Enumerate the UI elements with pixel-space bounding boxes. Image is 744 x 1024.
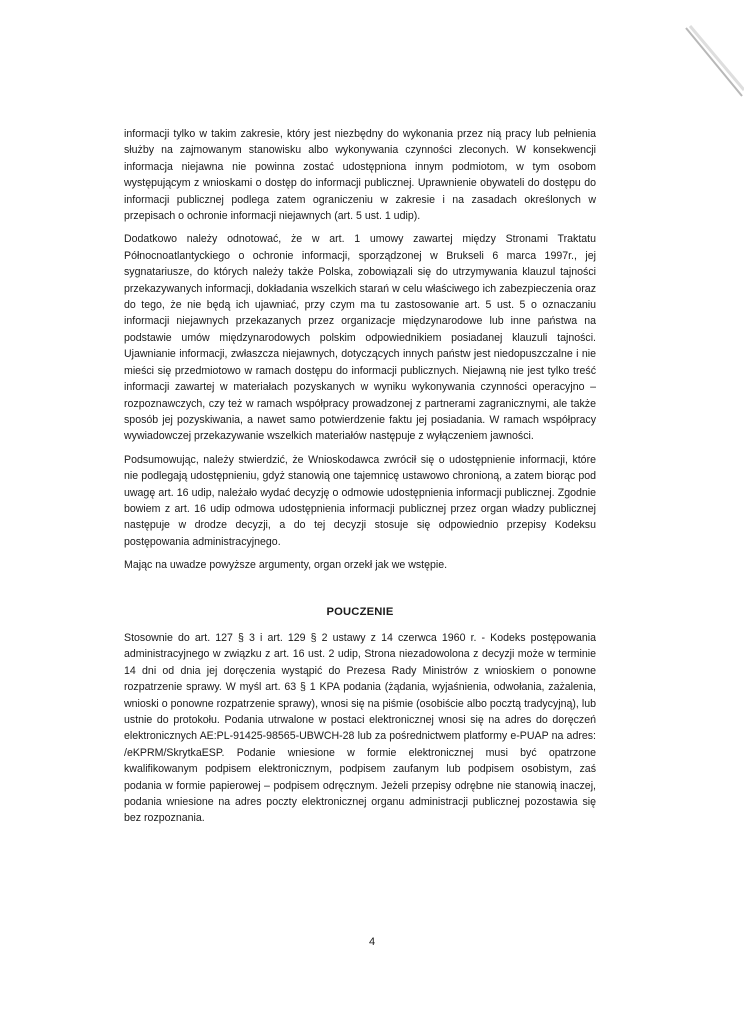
paragraph-instruction: Stosownie do art. 127 § 3 i art. 129 § 2 ustawy z 14 czerwca 1960 r. - Kodeks postępowania administracyjnego w związku z art. 16 ust. 2 udip, Strona niezadowolona z decyzji może w terminie 14 dni od dnia jej doręczenia wystąpić do Prezesa Rady Ministrów z wnioskiem o ponowne rozpatrzenie sprawy. W myśl art. 63 § 1 KPA podania (żądania, wyjaśnienia, odwołania, zażalenia, wnioski o ponowne rozpatrzenie sprawy), wnosi się na piśmie (osobiście albo pocztą tradycyjną), lub ustnie do protokołu. Podania utrwalone w postaci elektronicznej wnosi się na adres do doręczeń elektronicznych AE:PL-91425-98565-UBWCH-28 lub za pośrednictwem platformy e-PUAP na adres: /eKPRM/SkrytkaESP. Podanie wniesione w formie elektronicznej musi być opatrzone kwalifikowanym podpisem elektronicznym, podpisem zaufanym lub podpisem osobistym, zaś podania w formie papierowej – podpisem odręcznym. Jeżeli przepisy odrębne nie stanowią inaczej, podania wniesione na adres poczty elektronicznej organu administracji publicznej pozostawia się bez rozpoznania.	[124, 631, 596, 825]
document-body	[124, 126, 596, 834]
section-heading: POUCZENIE	[326, 605, 394, 618]
page-number: 4	[368, 936, 376, 948]
paragraph-conclusion: Mając na uwadze powyższe argumenty, organ orzekł jak we wstępie.	[124, 559, 448, 572]
paragraph-classified-info-scope: informacji tylko w takim zakresie, który jest niezbędny do wykonania przez nią pracy lub pełnienia służby na zajmowanym stanowisku albo wykonywania czynności zleconych. W konsekwencji informacja niejawna nie powinna zostać udostępniona innym podmiotom, w tym osobom występującym z wnioskami o dostęp do informacji publicznej. Uprawnienie obywateli do dostępu do informacji publicznej podlega zatem ograniczeniu w zakresie i na zasadach określonych w przepisach o ochronie informacji niejawnych (art. 5 ust. 1 udip).	[124, 128, 596, 223]
paragraph-nato-agreement: Dodatkowo należy odnotować, że w art. 1 umowy zawartej między Stronami Traktatu Północnoatlantyckiego o ochronie informacji, sporządzonej w Brukseli 6 marca 1997r., jej sygnatariusze, do których należy także Polska, zobowiązali się do utrzymywania klauzul tajności przekazywanych informacji, dokładania wszelkich starań w celu właściwego ich zabezpieczenia oraz do tego, że nie będą ich ujawniać, przy czym ma tu zastosowanie art. 5 ust. 5 o oznaczaniu informacji niejawnych przekazanych przez organizacje międzynarodowe lub inne państwa na podstawie umów międzynarodowych polskim odpowiednikiem posiadanej klauzuli tajności. Ujawnianie informacji, zwłaszcza niejawnych, dotyczących innych państw jest niedopuszczalne i nie mieści się przedmiotowo w ramach dostępu do informacji publicznych. Niejawną nie jest tylko treść informacji zawartej w materiałach pozyskanych w wyniku wykonywania czynności operacyjno – rozpoznawczych, czy też w ramach współpracy prowadzonej z partnerami zagranicznymi, ale także sposób jej pozyskiwania, a nawet samo potwierdzenie faktu jej posiadania. W ramach współpracy wywiadowczej przekazywanie wszelkich materiałów następuje z wyłączeniem jawności.	[124, 233, 596, 443]
paragraph-summary: Podsumowując, należy stwierdzić, że Wnioskodawca zwrócił się o udostępnienie informacji, które nie podlegają udostępnieniu, gdyż stanowią one tajemnicę ustawowo chronioną, a zatem biorąc pod uwagę art. 16 udip, należało wydać decyzję o odmowie udostępnienia informacji publicznej. Zgodnie bowiem z art. 16 udip odmowa udostępnienia informacji publicznej przez organ władzy publicznej następuje w drodze decyzji, a do tej decyzji stosuje się odpowiednio przepisy Kodeksu postępowania administracyjnego.	[124, 453, 596, 548]
page-corner-fold-shadow	[634, 0, 744, 110]
